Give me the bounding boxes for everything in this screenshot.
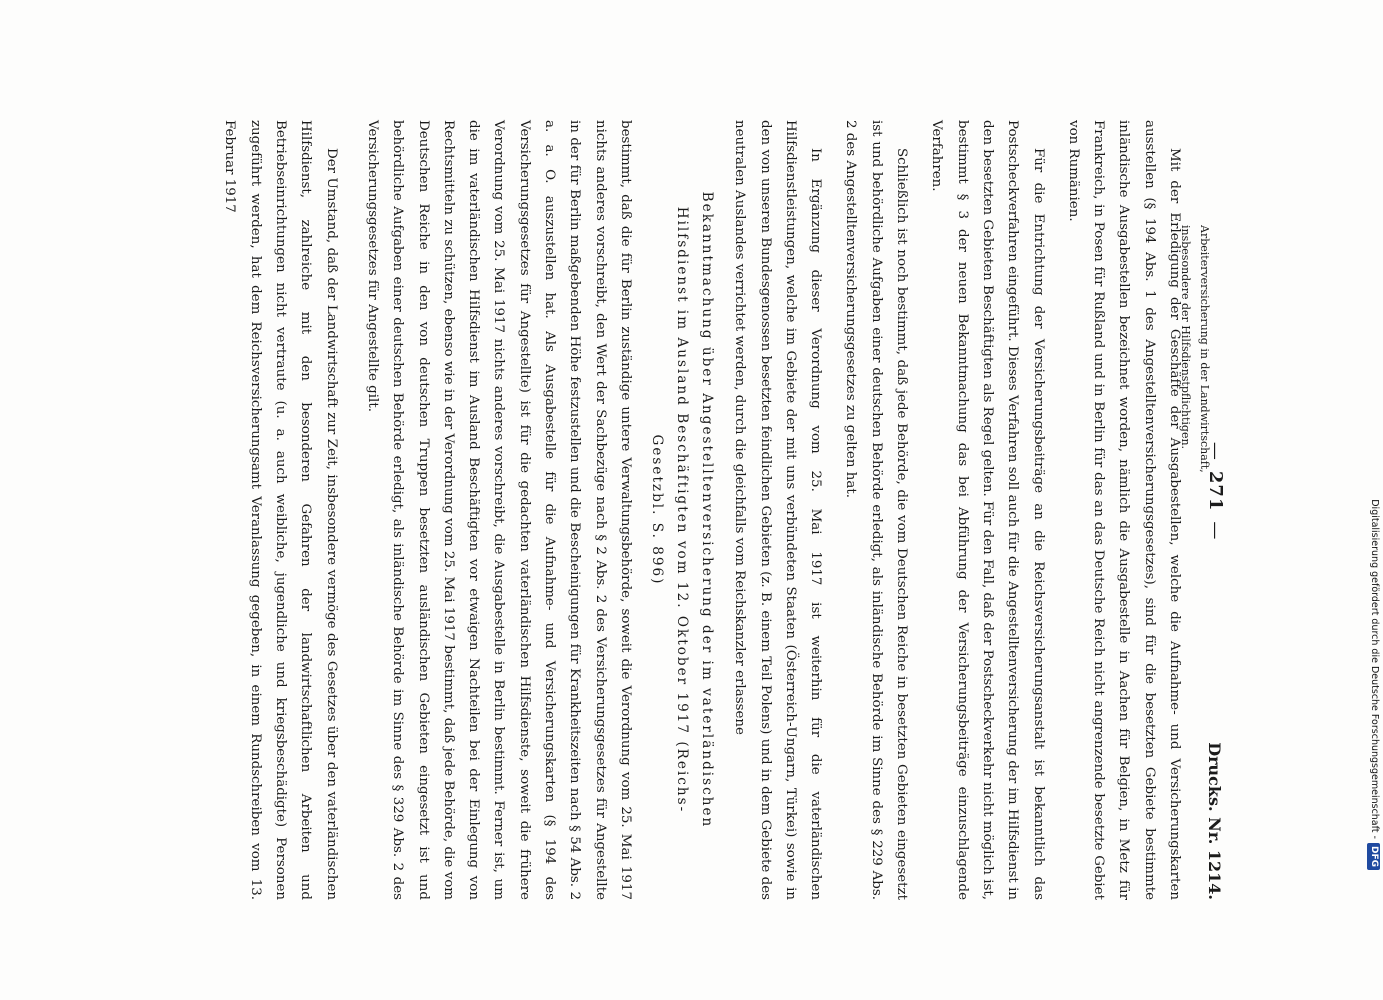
document-body [214, 120, 1187, 900]
paragraph-4: In Ergänzung dieser Verordnung vom 25. Mai 1917 ist weiterhin für die vaterländischen Hilfsdienstleistungen, welche im Gebiete der mit uns verbündeten Staaten (Österreich-Ungarn, Türkei) sowie in den von unseren Bundesgenossen besetzten feindlichen Gebieten (z. B. einem Teil Polens) und in dem Gebiete des neutralen Auslandes verrichtet werden, durch die gleichfalls vom Reichskanzler erlassene [732, 120, 824, 900]
paragraph-1: Mit der Erledigung der Geschäfte der Ausgabestellen, welche die Aufnahme- und Versicherungskarten ausstellen (§ 194 Abs. 1 des Angestelltenversicherungsgesetzes), sind für die besetzten Gebiete bestimmte inländische Ausgabestellen bezeichnet worden, nämlich die Ausgabestelle in Aachen für Belgien, in Metz für Frankreich, in Posen für Rußland und in Berlin für das an das Deutsche Reich nicht angrenzende besetzte Gebiet von Rumänien. [1065, 120, 1182, 900]
credit-text: Digitalisierung gefördert durch die Deutsche Forschungsgemeinschaft - [1369, 499, 1380, 839]
rotated-text-block [135, 120, 1245, 900]
paragraph-2: Für die Entrichtung der Versicherungsbeiträge an die Reichsversicherungsanstalt ist bekanntlich das Postscheckverfahren eingeführt. Dieses Verfahren soll auch für die Angestelltenversicherung der im Hilfsdienst in den besetzten Gebieten Beschäftigten als Regel gelten. Für den Fall, daß der Postscheckverkehr nicht möglich ist, bestimmt § 3 der neuen Bekanntmachung das bei Abführung der Versicherungsbeiträge einzuschlagende Verfahren. [929, 120, 1046, 900]
digitization-credit [1366, 10, 1382, 870]
paragraph-5: bestimmt, daß die für Berlin zuständige untere Verwaltungsbehörde, soweit die Verordnung vom 25. Mai 1917 nichts anderes vorschreibt, den Wert der Sachbezüge nach § 2 Abs. 2 des Versicherungsgesetzes für Angestellte in der für Berlin maßgebenden Höhe festzustellen und die Bescheinigungen für Krankheitszeiten nach § 54 Abs. 2 a. a. O. auszustellen hat. Als Ausgabestelle für die Aufnahme- und Versicherungskarten (§ 194 des Versicherungsgesetzes für Angestellte) ist für die gedachten vaterländischen Hilfsdienste, soweit die frühere Verordnung vom 25. Mai 1917 nichts anderes vorschreibt, die Ausgabestelle in Berlin bestimmt. Ferner ist, um die im vaterländischen Hilfsdienst im Ausland Beschäftigten vor etwaigen Nachteilen bei der Einlegung von Rechtsmitteln zu schützen, ebenso wie in der Verordnung vom 25. Mai 1917 bestimmt, daß jede Behörde, die vom Deutschen Reiche in den von deutschen Truppen besetzten ausländischen Gebieten eingesetzt ist und behördliche Aufgaben einer deutschen Behörde erledigt, als inländische Behörde im Sinne des § 329 Abs. 2 des Versicherungsgesetzes für Angestellte gilt. [364, 120, 633, 900]
page-number: 271 [1205, 470, 1226, 512]
margin-note-text: Arbeiterversicherung in der Landwirtschaft, insbesondere der Hilfsdienstpflichtigen. [1179, 225, 1211, 473]
dash-right: — [1205, 521, 1226, 541]
dfg-logo: DFG [1368, 843, 1381, 870]
paragraph-6: Der Umstand, daß der Landwirtschaft zur Zeit, insbesondere vermöge des Gesetzes über den vaterländischen Hilfsdienst, zahlreiche mit den besonderen Gefahren der landwirtschaftlichen Arbeiten und Betriebseinrichtungen nicht vertraute (u. a. auch weibliche, jugendliche und kriegsbeschädigte) Personen zugeführt werden, hat dem Reichsversicherungsamt Veranlassung gegeben, in einem Rundschreiben vom 13. Februar 1917 [222, 120, 339, 900]
credit-line [1366, 10, 1382, 870]
margin-note [1140, 225, 1214, 525]
paragraph-3: Schließlich ist noch bestimmt, daß jede Behörde, die vom Deutschen Reiche in besetzten Gebieten eingesetzt ist und behördliche Aufgaben einer deutschen Behörde erledigt, als inländische Behörde im Sinne des § 229 Abs. 2 des Angestelltenversicherungsgesetzes zu gelten hat. [843, 120, 910, 900]
print-reference: Drucks. Nr. 1214. [1205, 742, 1224, 900]
dash-left: — [1205, 441, 1226, 461]
announcement-heading: Bekanntmachung über Angestelltenversicherung der im vaterländischen Hilfsdienst im Ausland Beschäftigten vom 12. Oktober 1917 (Reichs-Gesetzbl. S. 896) [648, 191, 715, 829]
document-page [135, 120, 1245, 900]
